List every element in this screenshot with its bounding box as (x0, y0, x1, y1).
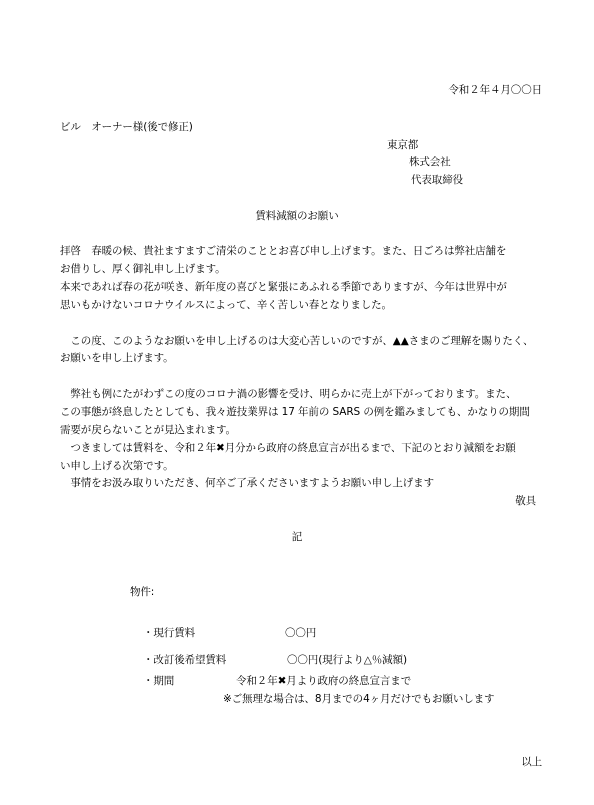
recipient-name: ビル オーナー様(後で修正) (60, 121, 193, 133)
body-line: つきましては賃料を、令和２年✖月分から政府の終息宣言が出るまで、下記のとおり減額をお願 (60, 442, 516, 454)
ki-heading: 記 (291, 531, 303, 543)
body-line: お願いを申し上げます。 (60, 352, 174, 364)
body-line: 拝啓 春暖の候、貴社ますますご清栄のこととお喜び申し上げます。また、日ごろは弊社店舗を (60, 245, 507, 257)
body-line: 思いもかけないコロナウイルスによって、辛く苦しい春となりました。 (60, 299, 392, 311)
period-label: ・期間 (143, 675, 175, 687)
sender-prefecture: 東京都 (387, 139, 419, 151)
sender-company: 株式会社 (409, 156, 451, 168)
current-rent-value: 〇〇円 (285, 627, 317, 639)
period-value: 令和２年✖月より政府の終息宣言まで (236, 675, 412, 687)
body-line: この事態が終息したとしても、我々遊技業界は 17 年前の SARS の例を鑑みましても、かなりの期間 (60, 406, 530, 418)
closing-keigu: 敬具 (515, 495, 536, 507)
period-note: ※ご無理な場合は、8月までの4ヶ月だけでもお願いします (223, 693, 495, 705)
current-rent-label: ・現行賃料 (143, 627, 195, 639)
body-line: お借りし、厚く御礼申し上げます。 (60, 263, 226, 275)
body-line: この度、このようなお願いを申し上げるのは大変心苦しいのですが、▲▲さまのご理解を賜りたく、 (60, 335, 534, 347)
sender-title: 代表取締役 (411, 174, 463, 186)
end-mark-ijou: 以上 (521, 756, 542, 768)
letter-date: 令和２年４月〇〇日 (448, 84, 542, 96)
body-line: 本来であれば春の花が咲き、新年度の喜びと緊張にあふれる季節でありますが、今年は世界中が (60, 281, 507, 293)
letter-subject: 賃料減額のお願い (255, 210, 339, 222)
desired-rent-label: ・改訂後希望賃料 (143, 654, 227, 666)
property-label: 物件: (130, 586, 155, 598)
desired-rent-value: 〇〇円(現行より△％減額) (287, 654, 407, 666)
body-line: 弊社も例にたがわずこの度のコロナ渦の影響を受け、明らかに売上が下がっております。また、 (60, 388, 517, 400)
body-line: 需要が戻らないことが見込まれます。 (60, 424, 236, 436)
body-line: い申し上げる次第です。 (60, 460, 174, 472)
body-line: 事情をお汲み取りいただき、何卒ご了承くださいますようお願い申し上げます (60, 477, 434, 489)
